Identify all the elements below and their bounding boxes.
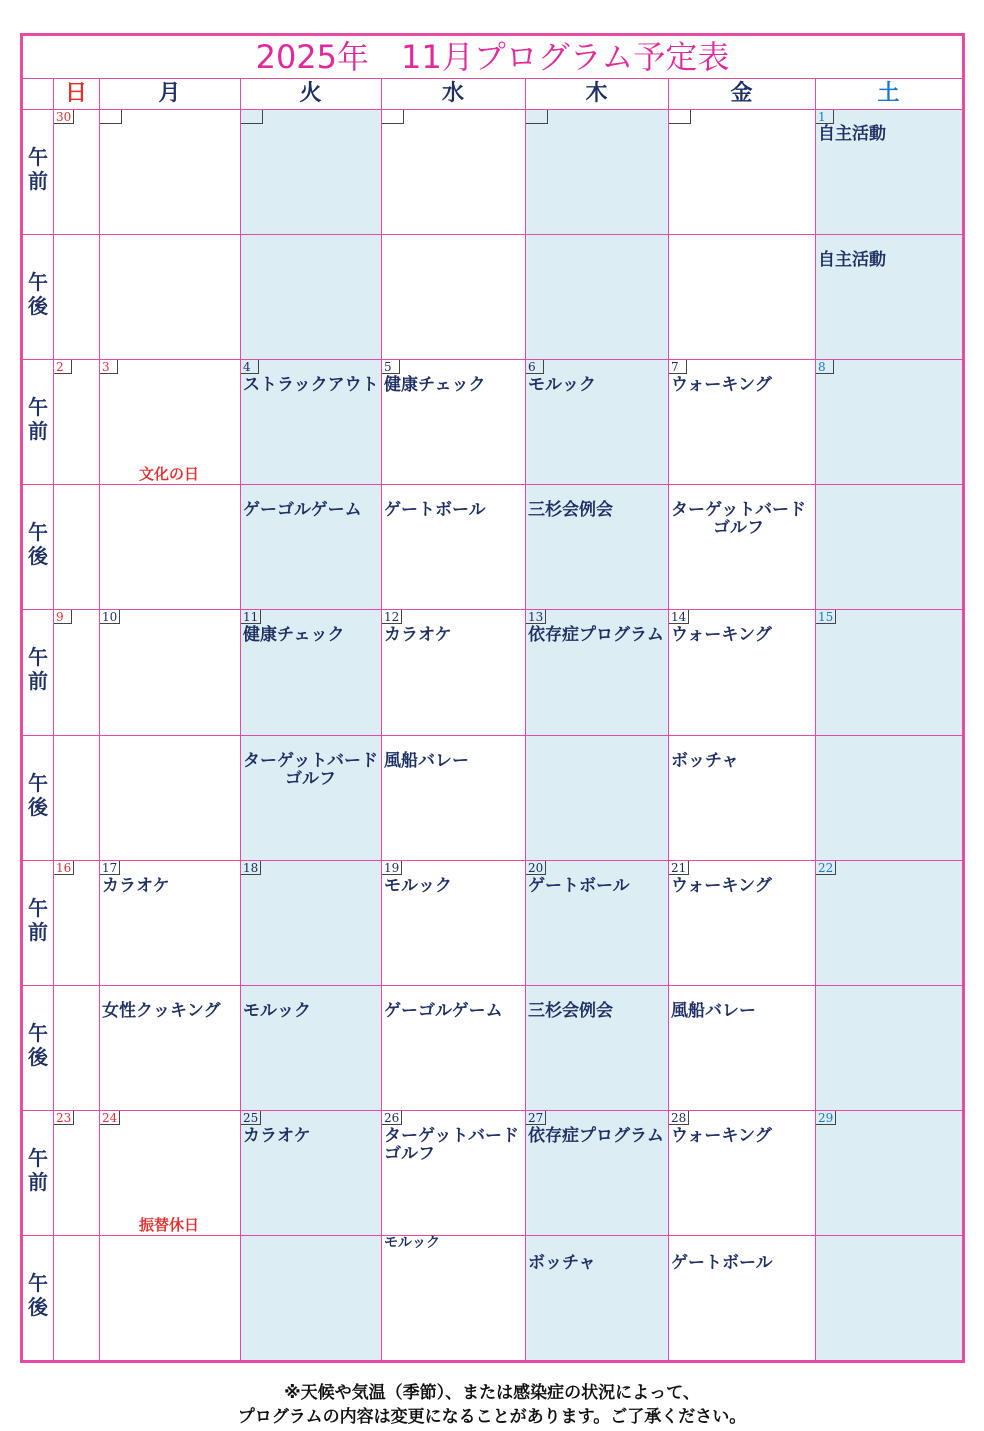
afternoon-label: 午 後	[28, 1270, 48, 1319]
event-label: ウォーキング	[671, 625, 772, 646]
event-label: ゲートボール	[528, 875, 630, 896]
day-header: 月	[158, 81, 181, 106]
event-label: ゲーゴルゲーム	[384, 1000, 503, 1021]
grid-row-line	[23, 985, 962, 986]
grid-column-line	[53, 78, 54, 1360]
day-header: 日	[64, 81, 87, 106]
calendar-table	[20, 33, 965, 1363]
date-number: 15	[816, 610, 836, 624]
event-label: 依存症プログラム	[528, 625, 664, 646]
grid-row-line	[23, 735, 962, 736]
event-label: ストラックアウト	[243, 375, 379, 396]
event-label: カラオケ	[243, 1125, 311, 1146]
date-number: 25	[241, 1111, 261, 1125]
event-label: モルック	[384, 875, 452, 896]
date-number: 17	[100, 861, 120, 875]
morning-label: 午 前	[28, 145, 48, 193]
grid-column-line	[525, 78, 526, 1360]
day-header: 木	[585, 81, 608, 106]
afternoon-label: 午 後	[28, 770, 48, 819]
date-number: 29	[816, 1111, 836, 1125]
event-label: ボッチャ	[671, 750, 739, 771]
event-label: 三杉会例会	[528, 500, 613, 521]
holiday-label: 文化の日	[139, 465, 200, 484]
event-label: モルック	[243, 1000, 311, 1021]
footnote-line-2: プログラムの内容は変更になることがあります。ご了承ください。	[237, 1407, 747, 1427]
date-number	[100, 110, 122, 124]
date-number: 21	[669, 861, 689, 875]
date-number: 14	[669, 610, 689, 624]
date-number: 30	[54, 110, 74, 124]
date-number: 24	[100, 1111, 120, 1125]
date-number: 1	[816, 110, 834, 124]
grid-column-line	[815, 78, 816, 1360]
day-header: 火	[299, 81, 322, 106]
grid-column-line	[99, 78, 100, 1360]
afternoon-label: 午 後	[28, 520, 48, 569]
event-label: モルック	[528, 375, 596, 396]
afternoon-label: 午 後	[28, 270, 48, 319]
event-label: 女性クッキング	[102, 1000, 221, 1021]
grid-column-line	[381, 78, 382, 1360]
event-label: 風船バレー	[671, 1000, 756, 1021]
date-number: 10	[100, 610, 120, 624]
event-label: ウォーキング	[671, 1125, 772, 1146]
date-number: 20	[526, 861, 546, 875]
date-number: 2	[54, 360, 72, 374]
event-label: 依存症プログラム	[528, 1125, 664, 1146]
event-label: 健康チェック	[384, 375, 486, 396]
date-number: 11	[241, 610, 261, 624]
grid-column-line	[240, 78, 241, 1360]
event-label: 自主活動	[818, 250, 886, 271]
grid-column-line	[668, 78, 669, 1360]
morning-label: 午 前	[28, 645, 48, 694]
event-label: カラオケ	[102, 875, 170, 896]
date-number: 3	[100, 360, 118, 374]
date-number: 12	[382, 610, 402, 624]
holiday-label: 振替休日	[139, 1215, 200, 1234]
event-label: ウォーキング	[671, 375, 772, 396]
date-number: 22	[816, 861, 836, 875]
date-number: 5	[382, 360, 400, 374]
afternoon-label: 午 後	[28, 1020, 48, 1069]
event-label: 三杉会例会	[528, 1000, 613, 1021]
date-number: 28	[669, 1111, 689, 1125]
day-header: 土	[877, 81, 900, 106]
date-number: 8	[816, 360, 834, 374]
event-label: ウォーキング	[671, 875, 772, 896]
date-number: 23	[54, 1111, 74, 1125]
date-number: 16	[54, 861, 74, 875]
event-label: ゲートボール	[384, 500, 486, 521]
morning-label: 午 前	[28, 395, 48, 444]
morning-label: 午 前	[28, 1145, 48, 1194]
date-number	[669, 110, 691, 124]
date-number: 6	[526, 360, 544, 374]
event-label: ターゲットバード ゴルフ	[384, 1125, 519, 1164]
date-number: 4	[241, 360, 259, 374]
page-title: 2025年 11月プログラム予定表	[255, 38, 730, 76]
footnote-line-1: ※天候や気温（季節）、または感染症の状況によって、	[284, 1383, 700, 1403]
event-label: ターゲットバード ゴルフ	[671, 500, 806, 539]
date-number: 18	[241, 861, 261, 875]
event-label: カラオケ	[384, 625, 452, 646]
date-number: 27	[526, 1111, 546, 1125]
day-header: 金	[730, 81, 753, 106]
date-number: 7	[669, 360, 687, 374]
event-label: モルック	[384, 1234, 440, 1251]
date-number	[241, 110, 263, 124]
morning-label: 午 前	[28, 895, 48, 944]
event-label: 健康チェック	[243, 625, 345, 646]
event-label: 自主活動	[818, 124, 886, 144]
date-number: 13	[526, 610, 546, 624]
event-label: ゲーゴルゲーム	[243, 500, 362, 521]
day-header: 水	[441, 81, 464, 106]
event-label: ゲートボール	[671, 1252, 773, 1273]
date-number: 26	[382, 1111, 402, 1125]
grid-row-line	[23, 1235, 962, 1236]
date-number: 19	[382, 861, 402, 875]
grid-row-line	[23, 484, 962, 485]
event-label: 風船バレー	[384, 750, 469, 771]
date-number	[382, 110, 404, 124]
event-label: ボッチャ	[528, 1252, 596, 1273]
grid-row-line	[23, 234, 962, 235]
event-label: ターゲットバード ゴルフ	[243, 750, 378, 789]
date-number	[526, 110, 548, 124]
date-number: 9	[54, 610, 72, 624]
